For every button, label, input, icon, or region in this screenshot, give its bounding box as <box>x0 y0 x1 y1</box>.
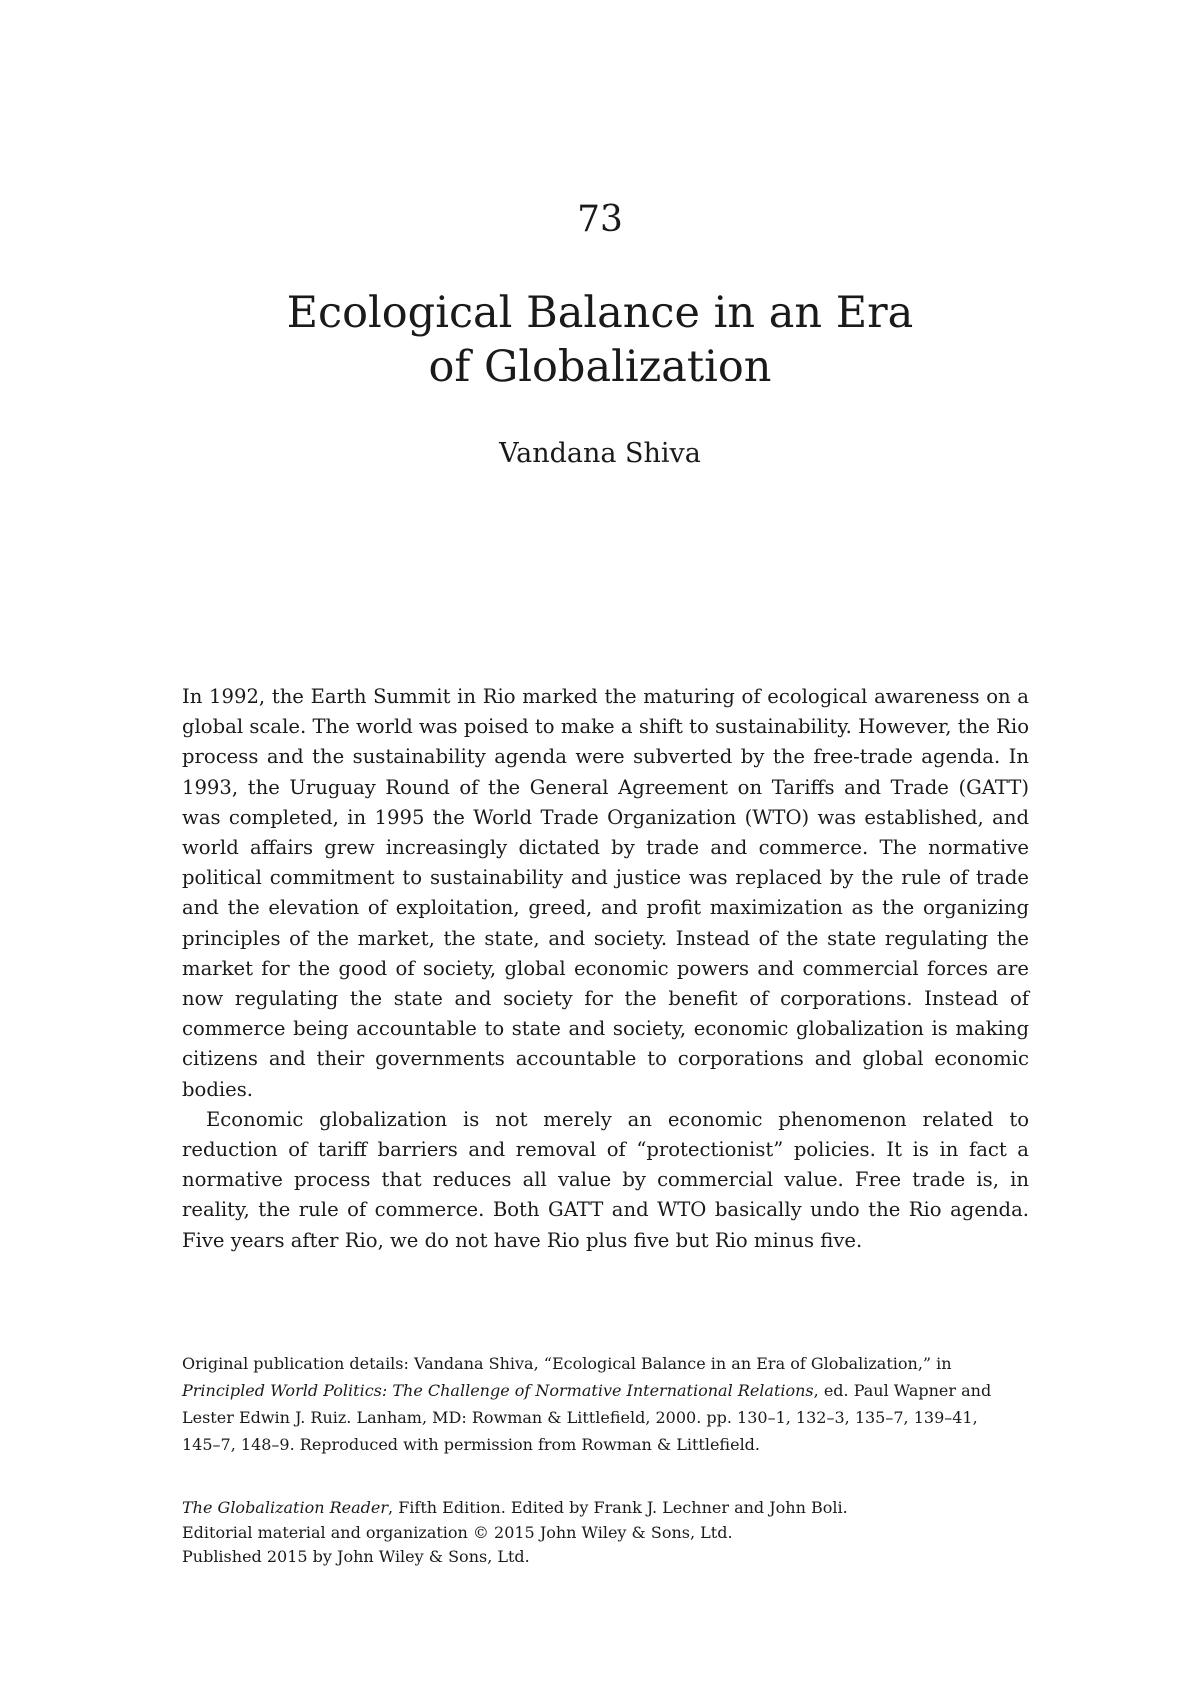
copyright-block <box>182 1496 1029 1570</box>
source-book-title: Principled World Politics: The Challenge of Normative International Relations <box>182 1381 814 1400</box>
chapter-number: 73 <box>577 199 623 240</box>
copyright-line-3: Published 2015 by John Wiley & Sons, Ltd. <box>182 1547 530 1566</box>
copyright-line-1 <box>182 1496 1029 1521</box>
chapter-title <box>150 286 1050 394</box>
copyright-line-1-rest: , Fifth Edition. Edited by Frank J. Lechner and John Boli. <box>388 1498 848 1517</box>
publication-note-line-2 <box>182 1377 1029 1404</box>
copyright-line-2: Editorial material and organization © 2015 John Wiley & Sons, Ltd. <box>182 1522 733 1542</box>
reader-book-title: The Globalization Reader <box>182 1498 389 1517</box>
publication-note-line-3: Lester Edwin J. Ruiz. Lanham, MD: Rowman & Littlefield, 2000. pp. 130–1, 132–3, 135–7, 139–41, <box>182 1408 978 1427</box>
publication-note-line-1: Original publication details: Vandana Shiva, “Ecological Balance in an Era of Globalization,” in <box>182 1354 952 1373</box>
body-text <box>182 682 1029 1256</box>
chapter-title-line-1: Ecological Balance in an Era <box>286 288 914 338</box>
chapter-title-line-2: of Globalization <box>428 342 772 392</box>
publication-note-line-4: 145–7, 148–9. Reproduced with permission from Rowman & Littlefield. <box>182 1435 761 1454</box>
author-name: Vandana Shiva <box>499 438 701 469</box>
publication-note <box>182 1350 1029 1458</box>
body-paragraph-1: In 1992, the Earth Summit in Rio marked the maturing of ecological awareness on a global scale. The world was poised to make a shift to sustainability. However, the Rio process and the sustainability agenda were subverted by the free-trade agenda. In 1993, the Uruguay Round of the General Agreement on Tariffs and Trade (GATT) was completed, in 1995 the World Trade Organization (WTO) was established, and world affairs grew increasingly dictated by trade and commerce. The normative political commitment to sustainability and justice was replaced by the rule of trade and the elevation of exploitation, greed, and profit maximization as the organizing principles of the market, the state, and society. Instead of the state regulating the market for the good of society, global economic powers and commercial forces are now regulating the state and society for the benefit of corporations. Instead of commerce being accountable to state and society, economic globalization is making citizens and their governments accountable to corporations and global economic bodies. <box>182 685 1029 1101</box>
body-paragraph-2: Economic globalization is not merely an economic phenomenon related to reduction of tariff barriers and removal of “protectionist” policies. It is in fact a normative process that reduces all value by commercial value. Free trade is, in reality, the rule of commerce. Both GATT and WTO basically undo the Rio agenda. Five years after Rio, we do not have Rio plus five but Rio minus five. <box>182 1107 1029 1252</box>
publication-note-line-2-rest: , ed. Paul Wapner and <box>813 1381 992 1400</box>
